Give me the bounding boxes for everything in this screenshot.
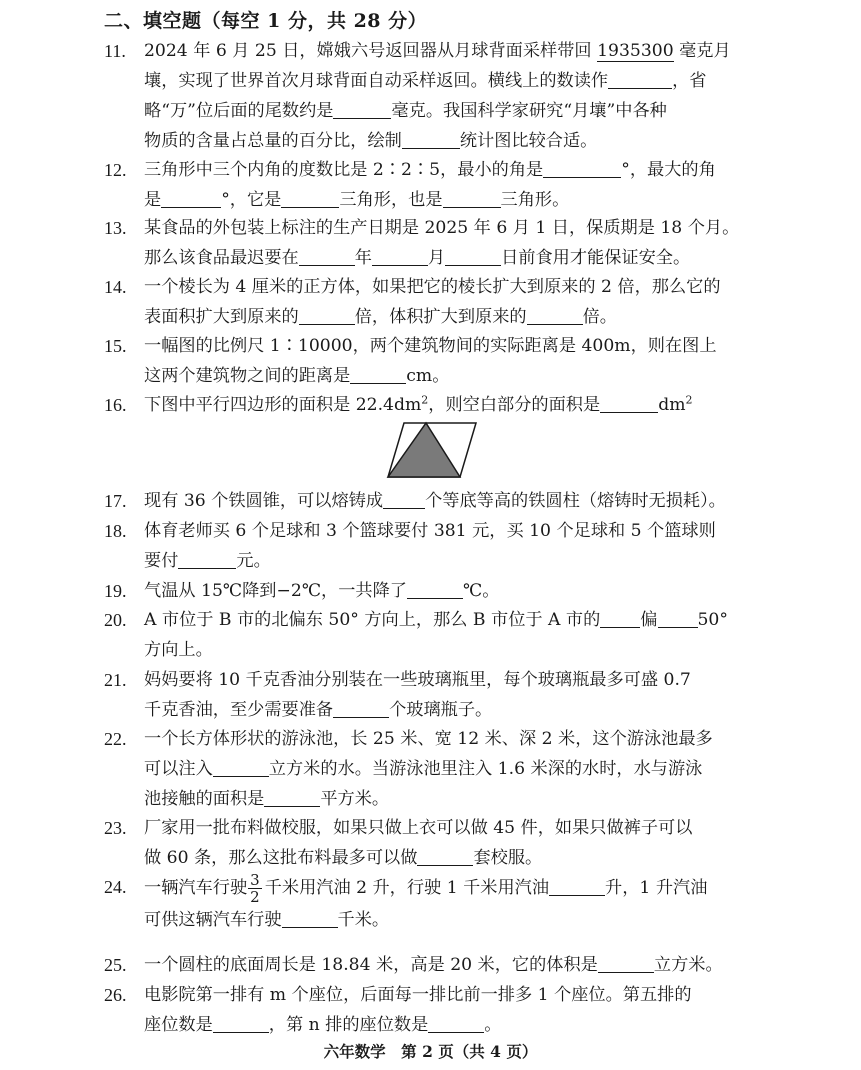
parallelogram-diagram — [386, 421, 478, 479]
question-text-segment: 壤，实现了世界首次月球背面自动采样返回。横线上的数读作 — [144, 71, 609, 91]
question-15 — [104, 331, 776, 391]
question-26 — [104, 980, 776, 1040]
question-line — [144, 724, 776, 754]
question-text-segment: 那么该食品最迟要在 — [144, 248, 299, 268]
question-text — [144, 516, 776, 576]
answer-blank[interactable] — [608, 68, 672, 89]
question-number: 11. — [104, 41, 126, 61]
question-text-segment: 是 — [144, 190, 162, 210]
question-text-segment: 这两个建筑物之间的距离是 — [144, 366, 351, 386]
question-text — [144, 272, 776, 332]
question-line — [144, 950, 776, 980]
question-line — [144, 784, 776, 814]
question-17 — [104, 486, 776, 516]
question-text-segment: ℃。 — [463, 581, 500, 601]
question-number: 26. — [104, 985, 127, 1005]
question-text — [144, 813, 776, 873]
answer-blank[interactable] — [350, 363, 406, 384]
question-text-segment: 气温从 15℃降到−2℃，一共降了 — [144, 581, 407, 601]
question-text-segment: 日前食用才能保证安全。 — [501, 248, 691, 268]
question-text-segment: 略“万”位后面的尾数约是 — [144, 101, 334, 121]
question-19 — [104, 576, 776, 606]
underlined-number: 1935300 — [597, 41, 674, 61]
question-text-segment: 千克香油，至少需要准备 — [144, 700, 334, 720]
question-text-segment: 体育老师买 6 个足球和 3 个篮球要付 381 元，买 10 个足球和 5 个篮球则 — [144, 521, 716, 541]
question-line — [144, 576, 776, 606]
question-text-segment: 毫克。我国科学家研究“月壤”中各种 — [391, 101, 667, 121]
question-line — [144, 390, 776, 420]
question-line — [144, 695, 776, 725]
question-text — [144, 950, 776, 980]
question-number: 20. — [104, 610, 127, 630]
question-text — [144, 36, 776, 156]
question-line — [144, 126, 776, 156]
answer-blank[interactable] — [417, 845, 473, 866]
fraction-numerator: 3 — [250, 871, 260, 889]
question-text — [144, 576, 776, 606]
answer-blank[interactable] — [658, 607, 698, 628]
question-text-segment: ，第 n 排的座位数是 — [268, 1015, 429, 1035]
question-number: 16. — [104, 395, 127, 415]
question-text-segment: 立方米的水。当游泳池里注入 1.6 米深的水时，水与游泳 — [268, 759, 703, 779]
question-line — [144, 486, 776, 516]
answer-blank[interactable] — [333, 98, 391, 119]
question-21 — [104, 665, 776, 725]
question-line — [144, 980, 776, 1010]
question-text-segment: 个等底等高的铁圆柱（熔铸时无损耗）。 — [425, 491, 726, 511]
parallelogram-figure — [386, 421, 478, 483]
question-text — [144, 665, 776, 725]
question-text-segment: 一个棱长为 4 厘米的正方体，如果把它的棱长扩大到原来的 2 倍，那么它的 — [144, 277, 721, 297]
question-line — [144, 813, 776, 843]
question-text-segment: 一幅图的比例尺 1∶10000，两个建筑物间的实际距离是 400m，则在图上 — [144, 336, 717, 356]
question-text-segment: ，省 — [672, 71, 707, 91]
question-line — [144, 302, 776, 332]
question-text-segment: 方向上。 — [144, 640, 213, 660]
question-line — [144, 213, 776, 243]
page-footer: 六年数学 第 2 页（共 4 页） — [323, 1042, 538, 1061]
question-text-segment: 千米用汽油 2 升，行驶 1 千米用汽油 — [264, 878, 550, 898]
question-text-segment: 元。 — [236, 551, 271, 571]
answer-blank[interactable] — [527, 304, 583, 325]
answer-blank[interactable] — [282, 907, 338, 928]
question-number: 22. — [104, 729, 127, 749]
question-text-segment: 要付 — [144, 551, 179, 571]
question-text-segment: 立方米。 — [653, 955, 723, 975]
question-line — [144, 905, 776, 935]
question-text-segment: 一个圆柱的底面周长是 18.84 米，高是 20 米，它的体积是 — [144, 955, 598, 975]
answer-blank[interactable] — [543, 157, 621, 178]
question-23 — [104, 813, 776, 873]
question-text-segment: 毫克月 — [673, 41, 731, 61]
question-text-segment: 一个长方体形状的游泳池，长 25 米、宽 12 米、深 2 米，这个游泳池最多 — [144, 729, 713, 749]
question-text-segment: 倍。 — [582, 307, 617, 327]
question-text-segment: 50° — [697, 610, 728, 630]
question-line — [144, 605, 776, 635]
answer-blank[interactable] — [281, 187, 339, 208]
question-line — [144, 66, 776, 96]
question-number: 18. — [104, 521, 127, 541]
question-text-segment: 千米。 — [337, 910, 390, 930]
fraction — [248, 872, 262, 905]
question-line — [144, 361, 776, 391]
question-number: 23. — [104, 818, 127, 838]
question-text — [144, 724, 776, 814]
question-line — [144, 331, 776, 361]
question-text-segment: 厂家用一批布料做校服，如果只做上衣可以做 45 件，如果只做裤子可以 — [144, 818, 693, 838]
question-text-segment: 现有 36 个铁圆锥，可以熔铸成 — [144, 491, 384, 511]
answer-blank[interactable] — [598, 952, 654, 973]
question-number: 12. — [104, 160, 127, 180]
question-text-segment: 做 60 条，那么这批布料最多可以做 — [144, 848, 418, 868]
question-text-segment: 平方米。 — [320, 789, 390, 809]
question-line — [144, 243, 776, 273]
question-text-segment: 年 — [354, 248, 372, 268]
question-line — [144, 754, 776, 784]
question-text-segment: 倍，体积扩大到原来的 — [354, 307, 527, 327]
question-line — [144, 843, 776, 873]
question-text-segment: 某食品的外包装上标注的生产日期是 2025 年 6 月 1 日，保质期是 18 个月。 — [144, 218, 740, 238]
question-text — [144, 155, 776, 215]
question-line — [144, 546, 776, 576]
question-text-segment: 个玻璃瓶子。 — [389, 700, 493, 720]
question-line — [144, 272, 776, 302]
answer-blank[interactable] — [428, 1012, 484, 1033]
question-number: 24. — [104, 877, 127, 897]
question-12 — [104, 155, 776, 215]
answer-blank[interactable] — [213, 756, 269, 777]
question-text-segment: 一辆汽车行驶 — [144, 878, 248, 898]
question-16 — [104, 390, 776, 420]
question-number: 13. — [104, 218, 127, 238]
question-text-segment: 电影院第一排有 m 个座位，后面每一排比前一排多 1 个座位。第五排的 — [144, 985, 692, 1005]
question-25 — [104, 950, 776, 980]
answer-blank[interactable] — [333, 697, 389, 718]
question-text-segment: 可以注入 — [144, 759, 213, 779]
question-text-segment: °，它是 — [221, 190, 282, 210]
question-20 — [104, 605, 776, 665]
question-text — [144, 872, 776, 935]
question-line — [144, 155, 776, 185]
question-text-segment: 下图中平行四边形的面积是 22.4dm — [144, 395, 422, 415]
question-text-segment: 三角形，也是 — [339, 190, 443, 210]
question-line — [144, 36, 776, 66]
answer-blank[interactable] — [299, 245, 355, 266]
question-text — [144, 331, 776, 391]
question-text — [144, 486, 776, 516]
question-14 — [104, 272, 776, 332]
question-text-segment: ，则空白部分的面积是 — [428, 395, 601, 415]
answer-blank[interactable] — [161, 187, 221, 208]
question-number: 21. — [104, 670, 127, 690]
answer-blank[interactable] — [600, 607, 640, 628]
answer-blank[interactable] — [600, 392, 658, 413]
question-text-segment: 套校服。 — [473, 848, 543, 868]
question-text-segment: 池接触的面积是 — [144, 789, 265, 809]
question-text-segment: 月 — [427, 248, 446, 268]
question-text-segment: 妈妈要将 10 千克香油分别装在一些玻璃瓶里，每个玻璃瓶最多可盛 0.7 — [144, 670, 691, 690]
question-text-segment: 2024 年 6 月 25 日，嫦娥六号返回器从月球背面采样带回 — [144, 41, 598, 61]
question-number: 14. — [104, 277, 127, 297]
question-text — [144, 213, 776, 273]
question-number: 25. — [104, 955, 127, 975]
question-text-segment: 统计图比较合适。 — [459, 131, 598, 151]
superscript: 2 — [421, 393, 429, 407]
question-line — [144, 635, 776, 665]
question-18 — [104, 516, 776, 576]
superscript: 2 — [685, 393, 693, 407]
answer-blank[interactable] — [178, 548, 236, 569]
question-number: 17. — [104, 491, 127, 511]
question-text-segment: A 市位于 B 市的北偏东 50° 方向上，那么 B 市位于 A 市的 — [144, 610, 601, 630]
question-text-segment: 座位数是 — [144, 1015, 213, 1035]
answer-blank[interactable] — [549, 875, 605, 896]
question-24 — [104, 872, 776, 935]
answer-blank[interactable] — [372, 245, 428, 266]
question-text-segment: 。 — [484, 1015, 502, 1035]
question-text — [144, 605, 776, 665]
question-text-segment: 偏 — [640, 610, 658, 630]
answer-blank[interactable] — [264, 786, 320, 807]
answer-blank[interactable] — [213, 1012, 269, 1033]
question-text-segment: 可供这辆汽车行驶 — [144, 910, 282, 930]
question-number: 19. — [104, 581, 127, 601]
answer-blank[interactable] — [383, 488, 425, 509]
question-line — [144, 872, 776, 905]
answer-blank[interactable] — [407, 578, 463, 599]
question-text — [144, 390, 776, 420]
answer-blank[interactable] — [299, 304, 355, 325]
question-22 — [104, 724, 776, 814]
question-line — [144, 665, 776, 695]
question-11 — [104, 36, 776, 156]
question-13 — [104, 213, 776, 273]
answer-blank[interactable] — [402, 128, 460, 149]
answer-blank[interactable] — [443, 187, 501, 208]
question-text-segment: 表面积扩大到原来的 — [144, 307, 299, 327]
question-line — [144, 185, 776, 215]
fraction-denominator: 2 — [250, 888, 260, 906]
section-title: 二、填空题（每空 1 分，共 28 分） — [104, 10, 428, 32]
question-text-segment: cm。 — [406, 366, 450, 386]
question-line — [144, 1010, 776, 1040]
answer-blank[interactable] — [445, 245, 501, 266]
question-line — [144, 96, 776, 126]
question-text-segment: dm — [658, 395, 686, 415]
question-text-segment: 三角形中三个内角的度数比是 2∶2∶5，最小的角是 — [144, 160, 544, 180]
question-text-segment: 物质的含量占总量的百分比，绘制 — [144, 131, 402, 151]
question-text-segment: °，最大的角 — [621, 160, 716, 180]
question-text-segment: 升，1 升汽油 — [605, 878, 708, 898]
question-line — [144, 516, 776, 546]
question-text-segment: 三角形。 — [500, 190, 570, 210]
question-number: 15. — [104, 336, 127, 356]
question-text — [144, 980, 776, 1040]
